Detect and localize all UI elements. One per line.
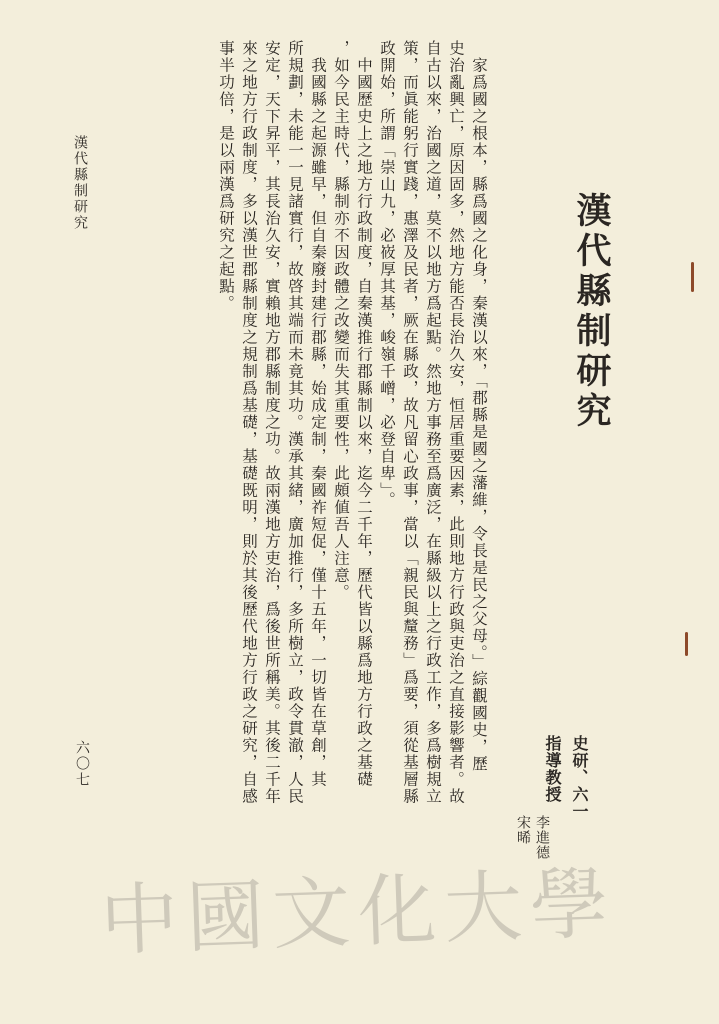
body-column: 政開始，所謂「崇山九，必峳厚其基，峻嶺千嶒，必登自卑」。 — [378, 40, 396, 509]
body-column: 我國縣之起源雖早，但自秦廢封建行郡縣，始成定制，秦國祚短促，僅十五年，一切皆在草創，其 — [309, 40, 327, 788]
affiliation: 史研、六一 — [570, 735, 589, 820]
author-name: 李進德 — [534, 815, 550, 860]
body-column: 自古以來，治國之道，莫不以地方爲起點。然地方事務至爲廣泛，在縣級以上之行政工作，多爲樹規立 — [424, 40, 442, 805]
body-column: 事半功倍，是以兩漢爲研究之起點。 — [217, 40, 235, 312]
body-column: 來之地方行政制度，多以漢世郡縣制度之規制爲基礎，基礎既明，則於其後歷代地方行政之研究，自感 — [240, 40, 258, 805]
body-column: ，如今民主時代，縣制亦不因政體之改變而失其重要性，此頗値吾人注意。 — [332, 40, 350, 601]
binding-mark — [691, 262, 694, 292]
advisor-label: 指導教授 — [543, 735, 562, 803]
page-number: 六〇七 — [74, 740, 90, 788]
running-head: 漢代縣制研究 — [72, 135, 88, 231]
body-column: 史治亂興亡，原因固多，然地方能否長治久安，恒居重要因素，此則地方行政與吏治之直接影響者。故 — [447, 40, 465, 805]
watermark: 中國文化大學 — [98, 859, 618, 967]
body-column: 中國歷史上之地方行政制度，自秦漢推行郡縣制以來，迄今二千年，歷代皆以縣爲地方行政之基礎 — [355, 40, 373, 788]
advisor-name: 宋晞 — [515, 815, 531, 845]
body-column: 所規劃，未能一一見諸實行，故啓其端而未竟其功。漢承其緒，廣加推行，多所樹立，政令貫澈，人民 — [286, 40, 304, 805]
article-title: 漢代縣制研究 — [571, 192, 612, 432]
body-column: 安定，天下昇平，其長治久安，實賴地方郡縣制度之功。故兩漢地方吏治，爲後世所稱美。其後二千年 — [263, 40, 281, 805]
body-column: 策，而眞能躬行實踐，惠澤及民者，厥在縣政，故凡留心政事，當以「親民與釐務」爲要，須從基層縣 — [401, 40, 419, 805]
body-column: 家爲國之根本，縣爲國之化身，秦漢以來，「郡縣是國之藩維，令長是民之父母。」綜觀國史，歷 — [470, 40, 488, 773]
binding-mark — [685, 632, 688, 656]
